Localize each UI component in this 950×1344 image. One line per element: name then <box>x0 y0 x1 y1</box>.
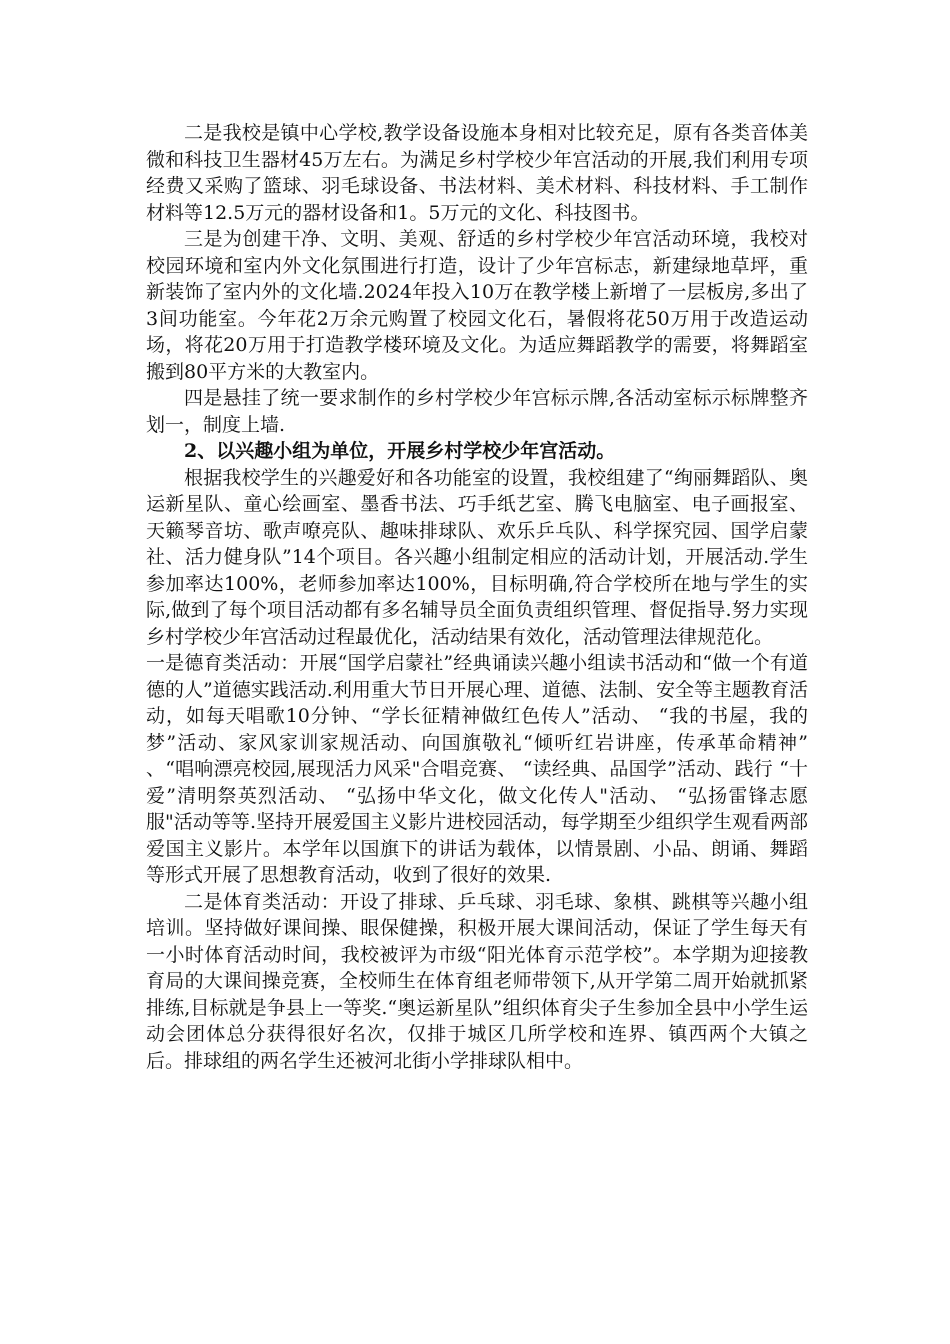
paragraph-sports-activities: 二是体育类活动：开设了排球、乒乓球、羽毛球、象棋、跳棋等兴趣小组培训。坚持做好课间操、眼保健操，积极开展大课间活动，保证了学生每天有一小时体育活动时间，我校被评为市级“阳光体育示范学校”。本学期为迎接教育局的大课间操竞赛，全校师生在体育组老师带领下,从开学第二周开始就抓紧排练,目标就是争县上一等奖.“奥运新星队”组织体育尖子生参加全县中小学生运动会团体总分获得很好名次，仅排于城区几所学校和连界、镇西两个大镇之后。排球组的两名学生还被河北街小学排球队相中。 <box>146 890 808 1072</box>
paragraph-moral-activities: 一是德育类活动：开展“国学启蒙社”经典诵读兴趣小组读书活动和“做一个有道德的人”道德实践活动.利用重大节日开展心理、道德、法制、安全等主题教育活动，如每天唱歌10分钟、“学长征精神做红色传人”活动、 “我的书屋，我的梦”活动、家风家训家规活动、向国旗敬礼“倾听红岩讲座，传承革命精神” 、“唱响漂亮校园,展现活力风采"合唱竞赛、 “读经典、品国学”活动、践行 “十爱”清明祭英烈活动、 “弘扬中华文化，做文化传人"活动、 “弘扬雷锋志愿服"活动等等.坚持开展爱国主义影片进校园活动，每学期至少组织学生观看两部爱国主义影片。本学年以国旗下的讲话为载体，以情景剧、小品、朗诵、舞蹈等形式开展了思想教育活动，收到了很好的效果. <box>146 652 808 886</box>
paragraph-environment: 三是为创建干净、文明、美观、舒适的乡村学校少年宫活动环境，我校对校园环境和室内外文化氛围进行打造，设计了少年宫标志，新建绿地草坪，重新装饰了室内外的文化墙.2024年投入10万在教学楼上新增了一层板房,多出了3间功能室。今年花2万余元购置了校园文化石，暑假将花50万用于改造运动场，将花20万用于打造教学楼环境及文化。为适应舞蹈教学的需要，将舞蹈室搬到80平方米的大教室内。 <box>146 228 808 383</box>
section-heading: 2、以兴趣小组为单位，开展乡村学校少年宫活动。 <box>184 440 616 462</box>
paragraph-equipment: 二是我校是镇中心学校,教学设备设施本身相对比较充足，原有各类音体美微和科技卫生器材45万左右。为满足乡村学校少年宫活动的开展,我们利用专项经费又采购了篮球、羽毛球设备、书法材料、美术材料、科技材料、手工制作材料等12.5万元的器材设备和1。5万元的文化、科技图书。 <box>146 122 808 224</box>
paragraph-interest-groups: 根据我校学生的兴趣爱好和各功能室的设置，我校组建了“绚丽舞蹈队、奥运新星队、童心绘画室、墨香书法、巧手纸艺室、腾飞电脑室、电子画报室、天籁琴音坊、歌声嘹亮队、趣味排球队、欢乐乒乓队、科学探究园、国学启蒙社、活力健身队”14个项目。各兴趣小组制定相应的活动计划，开展活动.学生参加率达100%，老师参加率达100%，目标明确,符合学校所在地与学生的实际,做到了每个项目活动都有多名辅导员全面负责组织管理、督促指导.努力实现乡村学校少年宫活动过程最优化，活动结果有效化，活动管理法律规范化。 <box>146 466 808 648</box>
paragraph-signage: 四是悬挂了统一要求制作的乡村学校少年宫标示牌,各活动室标示标牌整齐划一，制度上墙. <box>146 387 808 436</box>
document-page <box>146 120 808 1074</box>
